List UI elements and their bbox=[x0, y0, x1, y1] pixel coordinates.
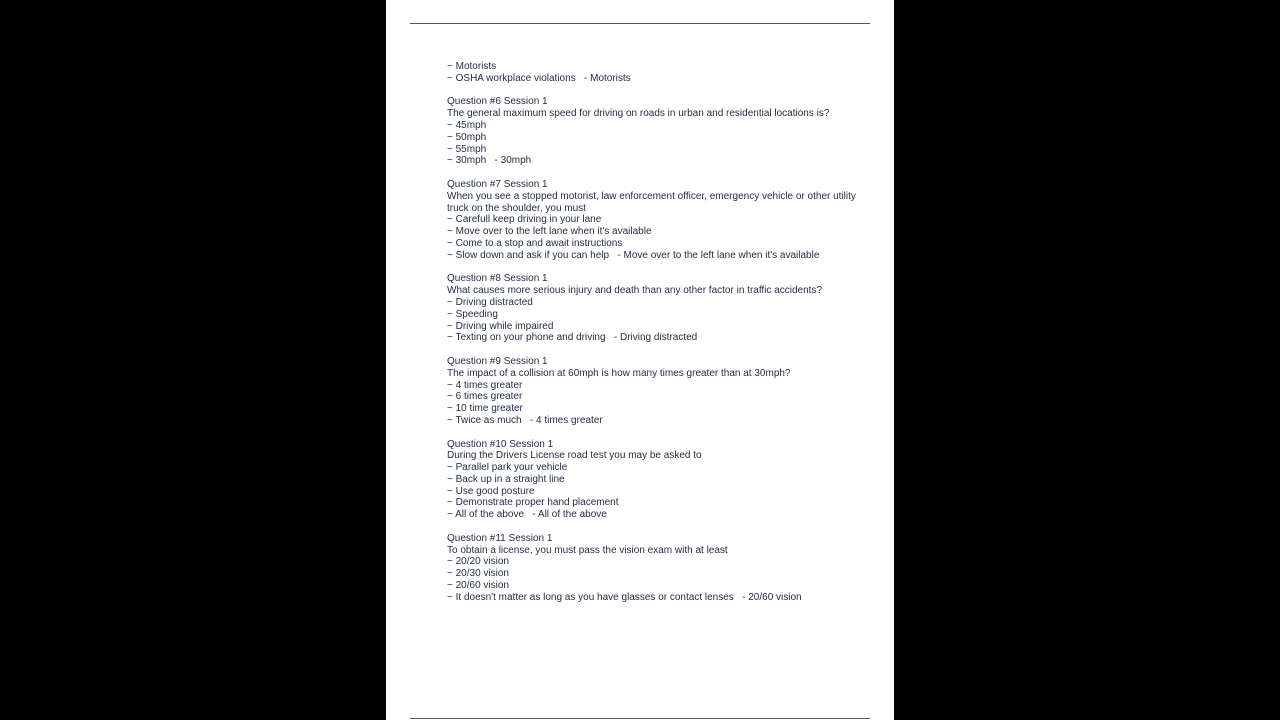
bottom-divider bbox=[410, 718, 870, 719]
question-heading: Question #6 Session 1 bbox=[447, 96, 548, 108]
question-heading: Question #8 Session 1 bbox=[447, 273, 548, 285]
question-prompt: To obtain a license, you must pass the vision exam with at least bbox=[447, 544, 728, 556]
question-9 bbox=[447, 356, 857, 427]
question-prompt: During the Drivers License road test you may be asked to bbox=[447, 450, 702, 462]
answer-option: ~ 20/20 vision bbox=[447, 556, 509, 568]
answer-option: ~ It doesn't matter as long as you have glasses or contact lenses - 20/60 vision bbox=[447, 591, 802, 603]
question-heading: Question #7 Session 1 bbox=[447, 178, 548, 190]
answer-option: ~ Back up in a straight line bbox=[447, 473, 565, 485]
answer-option: ~ Parallel park your vehicle bbox=[447, 462, 568, 474]
answer-option: ~ Move over to the left lane when it's available bbox=[447, 226, 652, 238]
answer-option: ~ Slow down and ask if you can help - Move over to the left lane when it's available bbox=[447, 249, 820, 261]
question-prompt: The impact of a collision at 60mph is how many times greater than at 30mph? bbox=[447, 367, 791, 379]
answer-option: ~ Driving distracted bbox=[447, 296, 533, 308]
answer-option: ~ 20/30 vision bbox=[447, 568, 509, 580]
answer-option: ~ 50mph bbox=[447, 131, 487, 143]
answer-option: ~ 55mph bbox=[447, 143, 487, 155]
answer-option: ~ 20/60 vision bbox=[447, 580, 509, 592]
answer-option: ~ 6 times greater bbox=[447, 391, 523, 403]
answer-option: ~ Speeding bbox=[447, 308, 498, 320]
lead-line: ~ OSHA workplace violations - Motorists bbox=[447, 72, 631, 84]
question-7 bbox=[447, 179, 857, 262]
question-heading: Question #11 Session 1 bbox=[447, 532, 553, 544]
question-6 bbox=[447, 96, 857, 167]
question-prompt: The general maximum speed for driving on roads in urban and residential locations is? bbox=[447, 108, 830, 120]
answer-option: ~ Texting on your phone and driving - Driving distracted bbox=[447, 332, 698, 344]
question-prompt: When you see a stopped motorist, law enforcement officer, emergency vehicle or other utility truck on the shoulder, you must bbox=[447, 190, 856, 214]
question-heading: Question #10 Session 1 bbox=[447, 438, 554, 450]
question-prompt: What causes more serious injury and death than any other factor in traffic accidents? bbox=[447, 285, 823, 297]
answer-option: ~ Come to a stop and await instructions bbox=[447, 237, 623, 249]
document-page bbox=[386, 0, 894, 720]
page-content bbox=[447, 61, 857, 615]
lead-block bbox=[447, 61, 857, 85]
answer-option: ~ Carefull keep driving in your lane bbox=[447, 214, 602, 226]
question-8 bbox=[447, 273, 857, 344]
answer-option: ~ All of the above - All of the above bbox=[447, 509, 607, 521]
answer-option: ~ 45mph bbox=[447, 119, 487, 131]
answer-option: ~ 4 times greater bbox=[447, 379, 523, 391]
answer-option: ~ 10 time greater bbox=[447, 403, 523, 415]
answer-option: ~ Use good posture bbox=[447, 485, 535, 497]
answer-option: ~ Demonstrate proper hand placement bbox=[447, 497, 619, 509]
answer-option: ~ 30mph - 30mph bbox=[447, 155, 532, 167]
question-heading: Question #9 Session 1 bbox=[447, 355, 548, 367]
answer-option: ~ Driving while impaired bbox=[447, 320, 554, 332]
question-11 bbox=[447, 533, 857, 604]
top-divider bbox=[410, 23, 870, 24]
lead-line: ~ Motorists bbox=[447, 61, 497, 72]
question-10 bbox=[447, 439, 857, 522]
answer-option: ~ Twice as much - 4 times greater bbox=[447, 414, 603, 426]
